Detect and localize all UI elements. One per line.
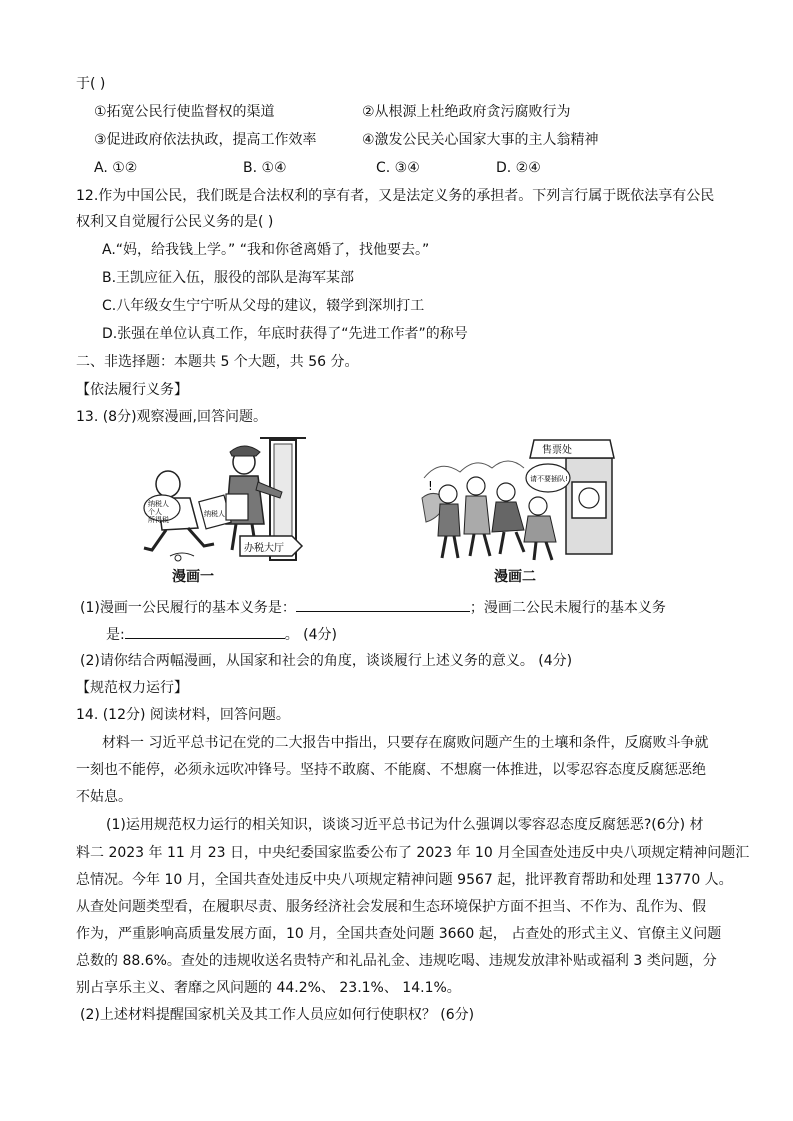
q13-answer-blank-1[interactable] <box>296 597 470 612</box>
cartoon-1-tag-b: 个人 <box>148 508 162 516</box>
q13-sub1-prompt-2: ；漫画二公民未履行的基本义务 <box>469 600 666 616</box>
q14-material-2-line-3: 从查处问题类型看，在履职尽责、服务经济社会发展和生态环境保护方面不担当、不作为、乱作为、假 <box>76 899 706 915</box>
q14-sub1: (1)运用规范权力运行的相关知识，谈谈习近平总书记为什么强调以零容忍态度反腐惩恶?(6分) 材 <box>106 817 704 833</box>
q11-option-4: ④激发公民关心国家大事的主人翁精神 <box>362 132 599 148</box>
q13-sub1-line-1 <box>80 597 666 618</box>
q14-material-2-line-2: 总情况。今年 10 月，全国共查处违反中央八项规定精神问题 9567 起，批评教育帮助和处理 13770 人。 <box>76 872 733 888</box>
cartoon-2-booth-sign: 售票处 <box>542 445 572 456</box>
q11-choice-a: A. ①② <box>94 160 138 176</box>
q14-stem: 14. (12分) 阅读材料，回答问题。 <box>76 707 290 723</box>
q14-sub2: (2)上述材料提醒国家机关及其工作人员应如何行使职权？ (6分) <box>80 1007 475 1023</box>
q12-option-a: A.“妈，给我钱上学。” “我和你爸离婚了，找他要去。” <box>102 242 430 258</box>
q13-sub1-prompt-3: 是: <box>106 627 125 643</box>
cartoon-1-caption: 漫画一 <box>172 569 214 585</box>
cartoon-2-exclaim: ! <box>428 479 433 493</box>
q11-option-1: ①拓宽公民行使监督权的渠道 <box>94 104 275 120</box>
q12-option-d: D.张强在单位认真工作，年底时获得了“先进工作者”的称号 <box>102 326 468 342</box>
cartoon-2-caption: 漫画二 <box>494 569 536 585</box>
q12-option-b: B.王凯应征入伍，服役的部队是海军某部 <box>102 270 355 286</box>
q13-sub2: (2)请你结合两幅漫画，从国家和社会的角度，谈谈履行上述义务的意义。 (4分) <box>80 653 573 669</box>
q11-choice-c: C. ③④ <box>376 160 420 176</box>
section-heading-power: 【规范权力运行】 <box>76 680 188 696</box>
cartoon-2-illustration <box>420 438 616 566</box>
q13-sub1-score: 。 (4分) <box>284 627 337 643</box>
cartoon-1-illustration <box>142 432 314 566</box>
cartoon-1-tag-c: 所得税 <box>148 516 169 524</box>
cartoon-1-tag-d: 纳税人 <box>204 510 225 518</box>
q11-choice-b: B. ①④ <box>243 160 287 176</box>
q14-material-1-line-3: 不姑息。 <box>76 789 132 805</box>
q14-material-2-line-6: 别占享乐主义、奢靡之风问题的 44.2%、 23.1%、 14.1%。 <box>76 980 461 996</box>
q13-answer-blank-2[interactable] <box>125 624 285 639</box>
q12-stem-line-2: 权利又自觉履行公民义务的是( ) <box>76 214 274 230</box>
cartoon-1-sign: 办税大厅 <box>244 543 284 554</box>
cartoon-2-speech: 请不要插队! <box>530 475 568 483</box>
q12-stem-line-1: 12.作为中国公民，我们既是合法权利的享有者，又是法定义务的承担者。下列言行属于既依法享有公民 <box>76 188 715 204</box>
q12-option-c: C.八年级女生宁宁听从父母的建议，辍学到深圳打工 <box>102 298 425 314</box>
q11-stem-tail: 于( ) <box>76 76 106 92</box>
q13-sub1-line-2 <box>106 624 337 645</box>
q14-material-1-line-1: 材料一 习近平总书记在党的二大报告中指出，只要存在腐败问题产生的土壤和条件，反腐败斗争就 <box>102 735 709 751</box>
q13-stem: 13. (8分)观察漫画,回答问题。 <box>76 409 267 425</box>
section-heading-obligations: 【依法履行义务】 <box>76 382 188 398</box>
q13-sub1-prompt: (1)漫画一公民履行的基本义务是： <box>80 600 296 616</box>
q11-choice-d: D. ②④ <box>496 160 541 176</box>
q14-material-1-line-2: 一刻也不能停，必须永远吹冲锋号。坚持不敢腐、不能腐、不想腐一体推进，以零忍容态度反腐惩恶绝 <box>76 762 706 778</box>
q14-material-2-line-1: 料二 2023 年 11 月 23 日，中央纪委国家监委公布了 2023 年 10 月全国查处违反中央八项规定精神问题汇 <box>76 845 750 861</box>
q11-option-3: ③促进政府依法执政，提高工作效率 <box>94 132 317 148</box>
cartoon-1-tag-a: 纳税人 <box>148 500 169 508</box>
part2-title: 二、非选择题：本题共 5 个大题，共 56 分。 <box>76 354 359 370</box>
q14-material-2-line-5: 总数的 88.6%。查处的违规收送名贵特产和礼品礼金、违规吃喝、违规发放津补贴或福利 3 类问题，分 <box>76 953 717 969</box>
q11-option-2: ②从根源上杜绝政府贪污腐败行为 <box>362 104 571 120</box>
q14-material-2-line-4: 作为，严重影响高质量发展方面，10 月，全国共查处问题 3660 起， 占查处的形式主义、官僚主义问题 <box>76 926 722 942</box>
